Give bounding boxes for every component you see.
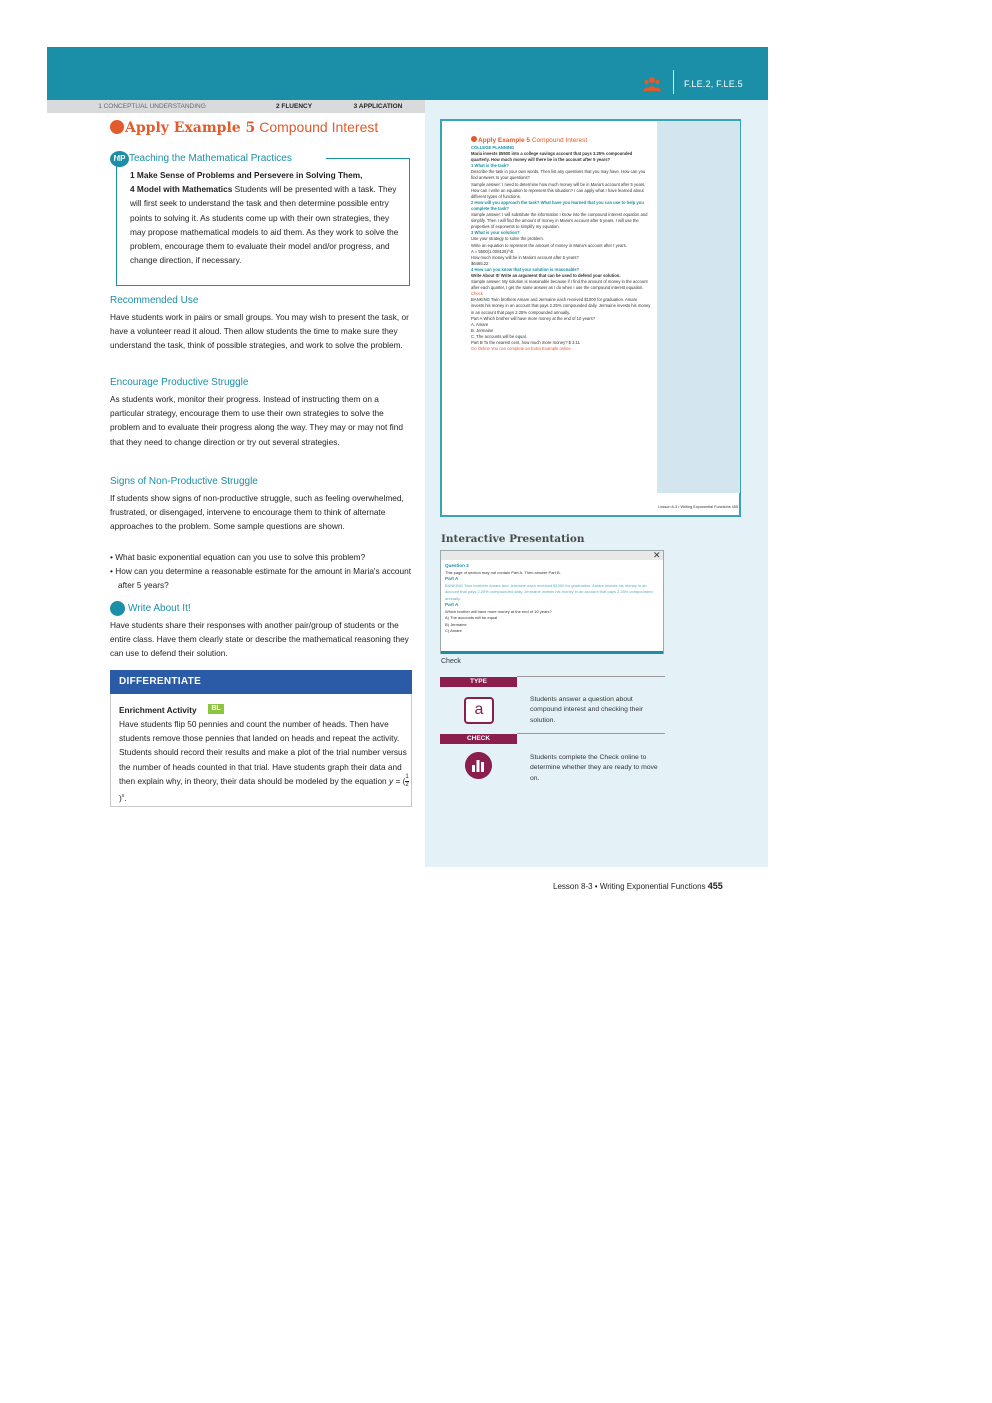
- type-icon: a: [464, 697, 494, 724]
- question-number: Question 3: [445, 563, 469, 568]
- thumbnail-line: $6465.22: [471, 260, 489, 266]
- type-description: Students answer a question about compound interest and checking their solution.: [530, 696, 643, 724]
- globe-icon: [471, 136, 477, 142]
- thumbnail-line: 1 What is the task?: [471, 163, 509, 169]
- interactive-line: This page of section may not contain Part A. Then answer Part B.: [445, 569, 561, 575]
- enrichment-heading: Enrichment Activity: [119, 705, 197, 715]
- write-about-heading: Write About It!: [128, 603, 191, 614]
- signs-heading: Signs of Non-Productive Struggle: [110, 476, 258, 487]
- interactive-line: Which brother will have more money at the end of 10 years?: [445, 608, 552, 614]
- mp-badge-icon: MP: [110, 151, 129, 167]
- check-description: Students complete the Check online to determine whether they are ready to move on.: [530, 754, 658, 782]
- thumbnail-line: Maria invests $5500 into a college savings account that pays 3.25% compounded quarterly. How much money will there be in the account after 5 years?: [471, 151, 633, 163]
- thumbnail-line: BANKING Twin brothers Amare and Jermaine each received $1000 for graduation. Amare invests his money in an account that pays 2.25% compounded daily. Jermaine invests his money in an account that pays 2.25% compounded annually.: [471, 297, 651, 315]
- interactive-caption: Check: [441, 658, 461, 665]
- close-icon: ✕: [653, 550, 661, 560]
- page-footer: [553, 881, 723, 891]
- thumbnail-content: [471, 136, 651, 352]
- bar-chart-icon: [465, 752, 492, 779]
- type-label: TYPE: [440, 677, 517, 687]
- page-number: 455: [707, 881, 723, 891]
- thumbnail-line: How much money will be in Maria's account after 5 years?: [471, 254, 579, 260]
- example-label: Apply Example 5: [125, 120, 256, 136]
- thumbnail-lines: [471, 145, 651, 352]
- thumbnail-line: Write an equation to represent the amount of money in Maria's account after t years.: [471, 242, 627, 248]
- list-item: • How can you determine a reasonable estimate for the amount in Maria's account after 5 years?: [110, 566, 412, 591]
- signs-text: If students show signs of non-productive struggle, such as feeling overwhelmed, frustrated, or disengaged, intervene to encourage them to think of alternate approaches to the problem. Some sample questions are shown.: [110, 493, 404, 532]
- thumbnail-line: Sample answer: I will substitute the information I know into the compound interest equation and simplify. Then I will find the amount of money in Maria's account after 5 years. I will use the properties of exponents to simplify my equation.: [471, 212, 648, 230]
- enrichment-body: Have students flip 50 pennies and count the number of heads. Then have students remove those pennies that landed on heads and repeat the activity. Students should record their results and make a plot of the trial number versus the number of heads counted in that trial. Have students graph their data and then explain why, in theory, their data should be modeled by the equation: [119, 719, 407, 786]
- progression-tabs: [47, 100, 425, 113]
- interactive-option: C) Amare: [445, 628, 462, 633]
- tab-conceptual: 1 CONCEPTUAL UNDERSTANDING: [98, 103, 206, 110]
- tab-fluency: 2 FLUENCY: [275, 103, 313, 110]
- interactive-content: [445, 563, 661, 635]
- mp-text: [130, 168, 406, 267]
- thumbnail-line: A. Amare: [471, 321, 489, 327]
- thumbnail-line: Sample answer: My solution is reasonable because if I find the amount of money in the account after each quarter, I get the same answer as I do when I use the compound interest equation.: [471, 279, 648, 291]
- thumbnail-line: Write About It! Write an argument that can be used to defend your solution.: [471, 272, 621, 278]
- thumbnail-footer: Lesson 8-3 • Writing Exponential Functions 455: [658, 505, 738, 509]
- thumbnail-line: Check: [471, 291, 483, 297]
- encourage-heading: Encourage Productive Struggle: [110, 377, 249, 388]
- mp-practice-1: 1 Make Sense of Problems and Persevere in Solving Them,: [130, 170, 363, 180]
- interactive-bottom-rule: [441, 651, 663, 654]
- equation-lhs: y =: [389, 775, 401, 786]
- recommended-heading: Recommended Use: [110, 295, 199, 306]
- thumbnail-line: C. The accounts will be equal.: [471, 333, 527, 339]
- thumbnail-line: 2 How will you approach the task? What have you learned that you can use to help you complete the task?: [471, 199, 644, 211]
- example-title: [110, 119, 378, 136]
- differentiate-heading: DIFFERENTIATE: [110, 670, 412, 694]
- thumbnail-line: Use your strategy to solve the problem.: [471, 236, 544, 242]
- type-rule: [517, 676, 665, 677]
- mp-practice-4: 4 Model with Mathematics: [130, 184, 233, 195]
- mp-heading: Teaching the Mathematical Practices: [129, 153, 292, 164]
- thumbnail-line: B. Jermaine: [471, 327, 494, 333]
- mp-body: Students will be presented with a task. They will first seek to understand the task and then determine possible entry points to solving it. As students come up with their own strategies, they may propose mathematical models to aid them. As they work to solve the problem, encourage them to evaluate their model and/or progress, and change direction, if necessary.: [130, 184, 399, 266]
- thumbnail-title-label: Apply Example 5: [478, 137, 531, 144]
- thumbnail-line: 4 How can you know that your solution is reasonable?: [471, 266, 580, 272]
- thumbnail-line: Go Online You can complete an Extra Example online.: [471, 346, 572, 352]
- thumbnail-line: Part A Which brother will have more money at the end of 10 years?: [471, 315, 596, 321]
- fraction-numerator: 1: [405, 774, 409, 781]
- thumbnail-title-subtitle: Compound Interest: [531, 137, 588, 144]
- example-subtitle: Compound Interest: [259, 119, 379, 135]
- check-rule: [517, 733, 665, 734]
- encourage-text: As students work, monitor their progress. Instead of instructing them on a particular strategy, encourage them to use their own strategies to solve the problem and to evaluate their progress along the way. They may or may not find that they need to change direction or try out several strategies.: [110, 394, 404, 447]
- fraction-denominator: 2: [405, 782, 409, 789]
- thumbnail-sidebar: [657, 121, 740, 493]
- interactive-titlebar: [441, 551, 663, 560]
- recommended-text: Have students work in pairs or small groups. You may wish to present the task, or have a volunteer read it aloud. Then allow students the time to make sure they understand the task, think of possible strategies, and work to solve the problem.: [110, 312, 409, 351]
- interactive-line: Part A: [445, 576, 459, 581]
- list-item: • What basic exponential equation can you use to solve this problem?: [110, 552, 366, 562]
- interactive-line: Part A: [445, 602, 459, 607]
- interactive-option: B) Jermaine: [445, 621, 467, 627]
- fraction: [405, 774, 408, 789]
- check-label: CHECK: [440, 734, 517, 744]
- lesson-label: Lesson 8-3 • Writing Exponential Functions: [553, 882, 706, 891]
- group-icon: [643, 76, 661, 92]
- thumbnail-line: COLLEGE PLANNING: [471, 145, 515, 150]
- standards-label: F.LE.2, F.LE.5: [684, 79, 743, 89]
- header-divider: [673, 70, 674, 94]
- thumbnail-line: Part B To the nearest cent, how much more money? $ 3.11: [471, 340, 581, 345]
- pencil-icon: [110, 601, 125, 616]
- thumbnail-line: A = 5500(1.008125)^4t: [471, 248, 514, 254]
- enrichment-text: Have students flip 50 pennies and count the number of heads. Then have students remove those pennies that landed on heads and repeat the activity. Students should record their results and make a plot of the trial number versus the number of heads counted in that trial. Have students graph their data and then explain why, in theory, their data should be modeled by the equation y = ( $\frac{1}{2}$ )$^x$.: [119, 719, 409, 803]
- interactive-line: BANKING Twin brothers Amare and Jermaine each received $1000 for graduation. Amare invests his money in an account that pays 2.25% compounded daily. Jermaine invests his money in an account that pays 2.25% compounded annually.: [445, 582, 653, 601]
- write-about-text: Have students share their responses with another pair/group of students or the entire class. Have them clearly state or describe the mathematical reasoning they can use to defend their solution.: [110, 620, 409, 659]
- thumbnail-title: [471, 136, 651, 145]
- header-band: [47, 47, 768, 100]
- interactive-heading: Interactive Presentation: [441, 533, 585, 545]
- thumbnail-line: Describe the task in your own words. Then list any questions that you may have. How can you find answers to your questions?: [471, 169, 646, 181]
- sample-questions: [110, 550, 412, 593]
- thumbnail-line: 3 What is your solution?: [471, 230, 520, 236]
- tab-application: 3 APPLICATION: [353, 103, 403, 110]
- globe-icon: [110, 120, 124, 134]
- interactive-option: A) The accounts will be equal: [445, 615, 498, 620]
- exponent: x: [121, 793, 125, 800]
- mp-box-rule: [326, 158, 410, 159]
- level-badge: BL: [208, 704, 224, 714]
- thumbnail-line: Sample answer: I need to determine how much money will be in Maria's account after 5 years. How can I write an equation to represent this situation? I can apply what I have learned about different types of functions.: [471, 181, 646, 199]
